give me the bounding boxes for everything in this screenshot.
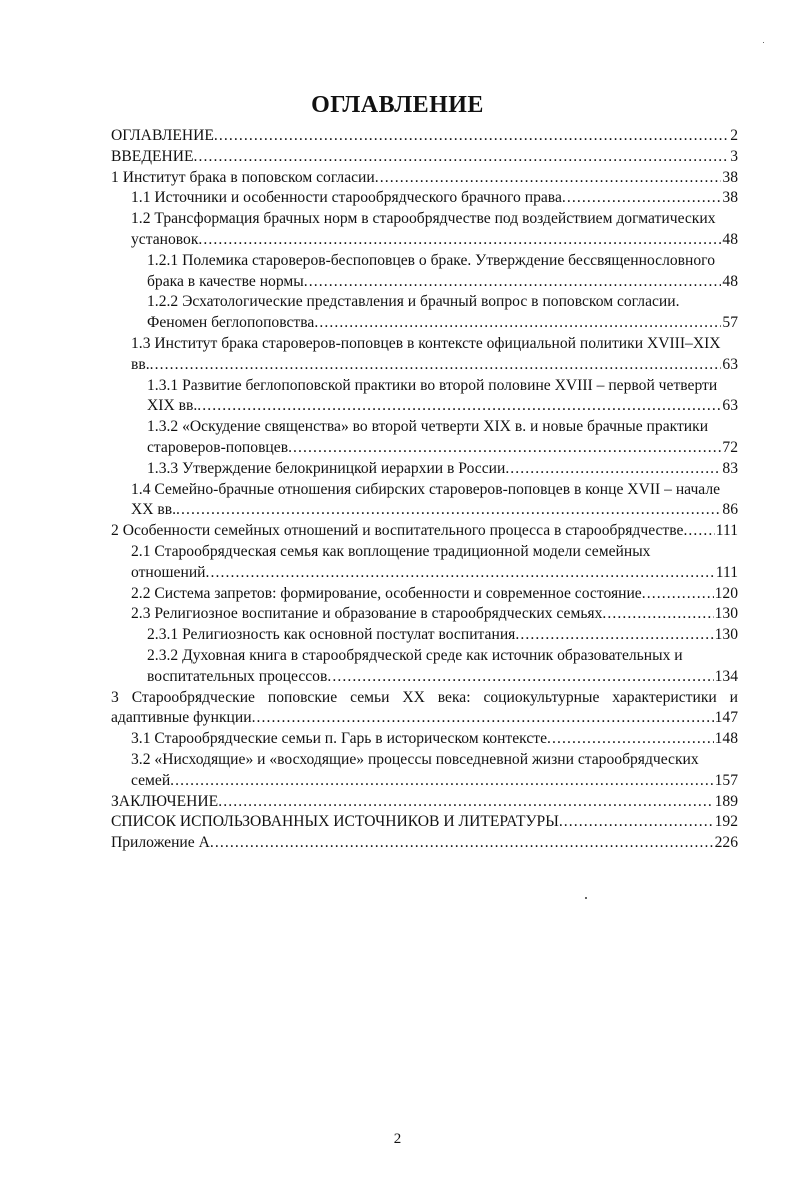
dot-leader <box>314 313 721 334</box>
toc-entry-appendix-a[interactable] <box>111 833 738 854</box>
toc-entry-section-1-3[interactable] <box>111 334 738 376</box>
toc-entry-title-line-1: 1.3.1 Развитие беглопоповской практики во второй половине XVIII – первой четверти <box>147 376 718 394</box>
dot-leader <box>547 729 714 750</box>
toc-entry-page: 111 <box>715 522 738 540</box>
dot-leader <box>327 667 713 688</box>
toc-entry-title-line-1: 3 Старообрядческие поповские семьи XX века: социокультурные характеристики и <box>111 688 738 706</box>
dot-leader <box>197 396 721 417</box>
toc-entry-page: 2 <box>730 127 738 144</box>
dot-leader <box>642 584 714 605</box>
toc-entry-chapter-2[interactable] <box>111 521 738 542</box>
toc-entry-page: 48 <box>722 272 738 290</box>
toc-entry-section-1-4[interactable] <box>111 480 738 522</box>
toc-entry-section-1-1[interactable] <box>111 188 738 209</box>
dot-leader <box>214 126 729 147</box>
toc-entry-page: 3 <box>730 147 738 165</box>
dot-leader <box>150 355 722 376</box>
toc-entry-title-line-1: 1.4 Семейно-брачные отношения сибирских староверов-поповцев в конце XVII – начале <box>131 480 721 498</box>
dot-leader <box>562 188 722 209</box>
scan-speck <box>585 897 587 899</box>
toc-entry-page: 134 <box>714 667 738 685</box>
toc-entry-title: 2.3.1 Религиозность как основной постулат воспитания <box>147 626 516 644</box>
toc-entry-page: 83 <box>722 459 738 477</box>
dot-leader <box>515 625 713 646</box>
toc-entry-section-2-3[interactable] <box>111 604 738 625</box>
toc-entry-title: ВВЕДЕНИЕ <box>111 147 194 165</box>
toc-entry-title: 1.3.3 Утверждение белокриницкой иерархии в России <box>147 459 506 477</box>
page-title: ОГЛАВЛЕНИЕ <box>311 92 484 118</box>
toc-entry-title-line-2: отношений <box>131 563 206 581</box>
toc-entry-section-1-2-2[interactable] <box>111 292 738 334</box>
toc-entry-title: 1.1 Источники и особенности старообрядческого брачного права <box>131 189 562 207</box>
toc-entry-title-line-1: 2.3.2 Духовная книга в старообрядческой среде как источник образовательных и <box>147 646 683 664</box>
dot-leader <box>176 500 721 521</box>
dot-leader <box>170 771 713 792</box>
toc-entry-page: 63 <box>722 355 738 373</box>
toc-entry-title: 2 Особенности семейных отношений и воспитательного процесса в старообрядчестве <box>111 522 684 540</box>
toc-entry-title-line-1: 3.2 «Нисходящие» и «восходящие» процессы повседневной жизни старообрядческих <box>131 750 699 768</box>
toc-entry-section-2-1[interactable] <box>111 542 738 584</box>
toc-entry-section-1-2[interactable] <box>111 209 738 251</box>
dot-leader <box>559 812 714 833</box>
toc-entry-page: 226 <box>714 834 738 852</box>
dot-leader <box>198 230 721 251</box>
dot-leader <box>375 168 722 189</box>
toc-entry-title-line-2: XIX вв. <box>147 397 198 415</box>
toc-entry-section-1-3-1[interactable] <box>111 376 738 418</box>
toc-entry-page: 86 <box>722 501 738 519</box>
toc-entry-title: СПИСОК ИСПОЛЬЗОВАННЫХ ИСТОЧНИКОВ И ЛИТЕРАТУРЫ <box>111 813 559 831</box>
toc-entry-title-line-1: 1.2.1 Полемика староверов-беспоповцев о браке. Утверждение бессвященнословного <box>147 251 715 269</box>
toc-entry-section-2-2[interactable] <box>111 584 738 605</box>
dot-leader <box>218 792 713 813</box>
toc-entry-title: 2.3 Религиозное воспитание и образование в старообрядческих семьях <box>131 605 603 623</box>
dot-leader <box>206 563 715 584</box>
toc-entry-page: 189 <box>714 792 738 810</box>
toc-entry-introduction[interactable] <box>111 147 738 168</box>
toc-entry-title: ОГЛАВЛЕНИЕ <box>111 127 214 144</box>
toc-entry-title-line-2: Феномен беглопоповства <box>147 314 315 332</box>
toc-entry-section-3-2[interactable] <box>111 750 738 792</box>
toc-entry-page: 130 <box>714 605 738 623</box>
scan-speck <box>763 42 764 43</box>
toc-entry-title-line-2: XX вв. <box>131 501 177 519</box>
toc-entry-page: 111 <box>715 563 738 581</box>
toc-entry-title: 1 Институт брака в поповском согласии <box>111 168 375 186</box>
dot-leader <box>288 438 721 459</box>
toc-entry-page: 38 <box>722 189 738 207</box>
toc-entry-section-1-2-1[interactable] <box>111 251 738 293</box>
toc-entry-title-line-1: 1.2.2 Эсхатологические представления и брачный вопрос в поповском согласии. <box>147 293 680 311</box>
toc-entry-section-2-3-1[interactable] <box>111 625 738 646</box>
toc-entry-page: 38 <box>722 168 738 186</box>
toc-entry-title-line-2: семей <box>131 771 171 789</box>
dot-leader <box>602 604 713 625</box>
toc-entry-page: 120 <box>714 584 738 602</box>
toc-entry-title-line-2: адаптивные функции <box>111 709 252 727</box>
toc-entry-chapter-3[interactable] <box>111 688 738 730</box>
toc-entry-title-line-2: воспитательных процессов <box>147 667 328 685</box>
toc-entry-page: 147 <box>714 709 738 727</box>
dot-leader <box>252 708 714 729</box>
toc-entry-title-line-2: брака в качестве нормы <box>147 272 304 290</box>
toc-entry-title: Приложение А <box>111 834 210 852</box>
toc-entry-title-line-2: установок <box>131 230 199 248</box>
toc-entry-contents[interactable] <box>111 126 738 147</box>
toc-entry-page: 72 <box>722 438 738 456</box>
toc-entry-conclusion[interactable] <box>111 792 738 813</box>
toc-entry-title: ЗАКЛЮЧЕНИЕ <box>111 792 219 810</box>
toc-entry-chapter-1[interactable] <box>111 168 738 189</box>
toc-entry-bibliography[interactable] <box>111 812 738 833</box>
toc-entry-page: 130 <box>714 626 738 644</box>
toc-entry-title-line-1: 1.3 Институт брака староверов-поповцев в контексте официальной политики XVIII–XIX <box>131 334 721 352</box>
toc-entry-title: 2.2 Система запретов: формирование, особенности и современное состояние <box>131 584 642 602</box>
dot-leader <box>304 272 722 293</box>
toc-entry-title-line-2: вв. <box>131 355 150 373</box>
dot-leader <box>683 521 714 542</box>
toc-entry-section-3-1[interactable] <box>111 729 738 750</box>
toc-entry-section-2-3-2[interactable] <box>111 646 738 688</box>
table-of-contents <box>111 126 738 854</box>
toc-entry-section-1-3-3[interactable] <box>111 459 738 480</box>
page-number: 2 <box>393 1131 402 1147</box>
dot-leader <box>505 459 721 480</box>
toc-entry-page: 157 <box>714 771 738 789</box>
toc-entry-section-1-3-2[interactable] <box>111 417 738 459</box>
dot-leader <box>194 147 730 168</box>
toc-entry-page: 148 <box>714 730 738 748</box>
toc-entry-title: 3.1 Старообрядческие семьи п. Гарь в историческом контексте <box>131 730 548 748</box>
toc-entry-title-line-1: 2.1 Старообрядческая семья как воплощение традиционной модели семейных <box>131 542 651 560</box>
toc-entry-page: 57 <box>722 314 738 332</box>
toc-entry-title-line-1: 1.2 Трансформация брачных норм в старообрядчестве под воздействием догматических <box>131 210 716 228</box>
toc-entry-page: 192 <box>714 813 738 831</box>
toc-entry-page: 63 <box>722 397 738 415</box>
toc-entry-title-line-2: староверов-поповцев <box>147 438 289 456</box>
toc-entry-page: 48 <box>722 230 738 248</box>
toc-entry-title-line-1: 1.3.2 «Оскудение священства» во второй четверти XIX в. и новые брачные практики <box>147 418 709 436</box>
dot-leader <box>210 833 714 854</box>
